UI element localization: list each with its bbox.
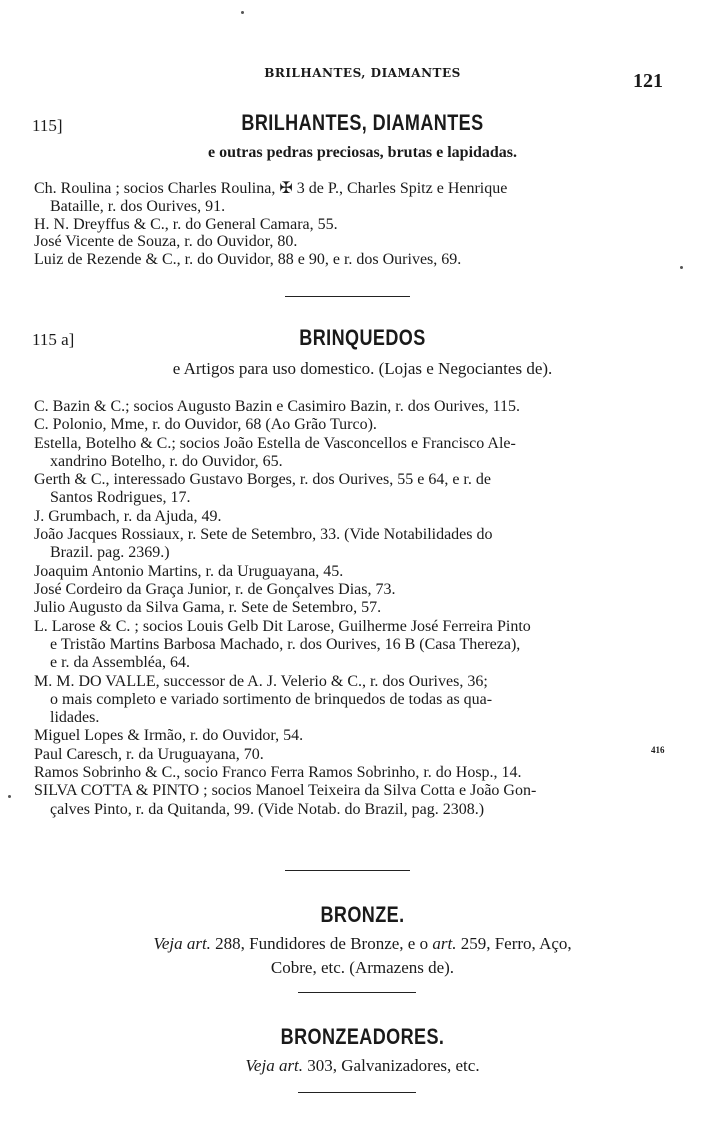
entry-line: Estella, Botelho & C.; socios João Estella de Vasconcellos e Francisco Ale- bbox=[34, 434, 516, 452]
entry-continuation-line: Brazil. pag. 2369.) bbox=[50, 544, 170, 562]
entry-line: H. N. Dreyffus & C., r. do General Camara, 55. bbox=[34, 215, 338, 233]
xref-text: 303, Galvanizadores, etc. bbox=[307, 1056, 480, 1075]
divider-rule bbox=[285, 870, 410, 871]
directory-entry bbox=[34, 251, 666, 269]
directory-entry bbox=[34, 233, 666, 251]
entry-continuation-line: Bataille, r. dos Ourives, 91. bbox=[50, 197, 226, 215]
directory-entry bbox=[34, 746, 666, 764]
section-title-brinquedos: BRINQUEDOS bbox=[299, 325, 426, 350]
entry-continuation-line: çalves Pinto, r. da Quitanda, 99. (Vide Notab. do Brazil, pag. 2308.) bbox=[50, 800, 485, 818]
xref-text: 259, Ferro, Aço, bbox=[460, 934, 572, 953]
section-subtitle-brinquedos: e Artigos para uso domestico. (Lojas e Negociantes de). bbox=[172, 359, 553, 378]
entry-line: Miguel Lopes & Irmão, r. do Ouvidor, 54. bbox=[34, 727, 304, 745]
directory-entry bbox=[34, 673, 666, 728]
directory-entry bbox=[34, 782, 666, 819]
section-title-bronzeadores: BRONZEADORES. bbox=[280, 1024, 445, 1049]
print-speck bbox=[680, 266, 683, 269]
xref-veja: Veja art. bbox=[245, 1056, 304, 1075]
entry-line: José Cordeiro da Graça Junior, r. de Gonçalves Dias, 73. bbox=[34, 581, 396, 598]
entry-line: Paul Caresch, r. da Uruguayana, 70. bbox=[34, 745, 264, 763]
directory-entry bbox=[34, 618, 666, 673]
directory-entry bbox=[34, 435, 666, 472]
running-head: BRILHANTES, DIAMANTES bbox=[264, 66, 461, 80]
entry-continuation-line: xandrino Botelho, r. do Ouvidor, 65. bbox=[50, 452, 283, 470]
entry-line: Julio Augusto da Silva Gama, r. Sete de Setembro, 57. bbox=[34, 599, 382, 617]
entry-continuation-line: e Tristão Martins Barbosa Machado, r. dos Ourives, 16 B (Casa Thereza), bbox=[50, 635, 521, 653]
directory-entry bbox=[34, 599, 666, 617]
directory-entry bbox=[34, 471, 666, 508]
directory-entry bbox=[34, 398, 666, 416]
entry-line: C. Polonio, Mme, r. do Ouvidor, 68 (Ao Grão Turco). bbox=[34, 416, 377, 434]
entry-line: SILVA COTTA & PINTO ; socios Manoel Teixeira da Silva Cotta e João Gon- bbox=[34, 782, 537, 800]
entry-line: Ch. Roulina ; socios Charles Roulina, ✠ 3 de P., Charles Spitz e Henrique bbox=[34, 180, 508, 197]
entry-line: José Vicente de Souza, r. do Ouvidor, 80. bbox=[34, 233, 298, 251]
print-speck bbox=[8, 795, 11, 798]
print-speck bbox=[241, 11, 244, 14]
directory-entry bbox=[34, 727, 666, 745]
xref-art: art. bbox=[432, 934, 457, 953]
directory-entry bbox=[34, 563, 666, 581]
section-number-115: 115] bbox=[32, 116, 63, 135]
entry-continuation-line: o mais completo e variado sortimento de brinquedos de todas as qua- bbox=[50, 690, 493, 708]
directory-entry bbox=[34, 216, 666, 234]
divider-rule bbox=[285, 296, 410, 297]
divider-rule bbox=[298, 992, 416, 993]
page-number: 121 bbox=[633, 70, 663, 92]
section-title-brilhantes: BRILHANTES, DIAMANTES bbox=[241, 110, 484, 135]
entry-line: Luiz de Rezende & C., r. do Ouvidor, 88 e 90, e r. dos Ourives, 69. bbox=[34, 251, 462, 269]
entry-line: Ramos Sobrinho & C., socio Franco Ferra Ramos Sobrinho, r. do Hosp., 14. bbox=[34, 764, 522, 781]
xref-veja: Veja art. bbox=[153, 934, 211, 953]
margin-mark: 416 bbox=[651, 745, 665, 755]
section-title-bronze: BRONZE. bbox=[320, 902, 405, 927]
directory-entry bbox=[34, 180, 666, 216]
entry-continuation-line: e r. da Assembléa, 64. bbox=[50, 654, 190, 672]
directory-entry bbox=[34, 416, 666, 434]
xref-text: 288, Fundidores de Bronze, e o bbox=[215, 934, 429, 953]
divider-rule bbox=[298, 1092, 416, 1093]
entry-continuation-line: Santos Rodrigues, 17. bbox=[50, 489, 191, 507]
directory-entry bbox=[34, 508, 666, 526]
directory-entry bbox=[34, 526, 666, 563]
entry-line: Joaquim Antonio Martins, r. da Uruguayana, 45. bbox=[34, 562, 344, 580]
directory-entry bbox=[34, 581, 666, 599]
entry-line: J. Grumbach, r. da Ajuda, 49. bbox=[34, 507, 222, 525]
entry-line: C. Bazin & C.; socios Augusto Bazin e Casimiro Bazin, r. dos Ourives, 115. bbox=[34, 398, 521, 415]
entry-line: L. Larose & C. ; socios Louis Gelb Dit Larose, Guilherme José Ferreira Pinto bbox=[34, 617, 531, 635]
bronze-xref-line2: Cobre, etc. (Armazens de). bbox=[270, 958, 455, 977]
entry-line: João Jacques Rossiaux, r. Sete de Setembro, 33. (Vide Notabilidades do bbox=[34, 526, 493, 544]
bronzeadores-xref bbox=[0, 1054, 725, 1078]
entry-continuation-line: lidades. bbox=[50, 709, 100, 727]
directory-entry bbox=[34, 764, 666, 782]
entry-line: Gerth & C., interessado Gustavo Borges, r. dos Ourives, 55 e 64, e r. de bbox=[34, 471, 491, 489]
section-number-115a: 115 a] bbox=[32, 330, 75, 349]
bronze-xref-line1 bbox=[0, 932, 725, 956]
section-subtitle-brilhantes: e outras pedras preciosas, brutas e lapidadas. bbox=[207, 144, 518, 161]
entry-line: M. M. DO VALLE, successor de A. J. Velerio & C., r. dos Ourives, 36; bbox=[34, 672, 488, 690]
